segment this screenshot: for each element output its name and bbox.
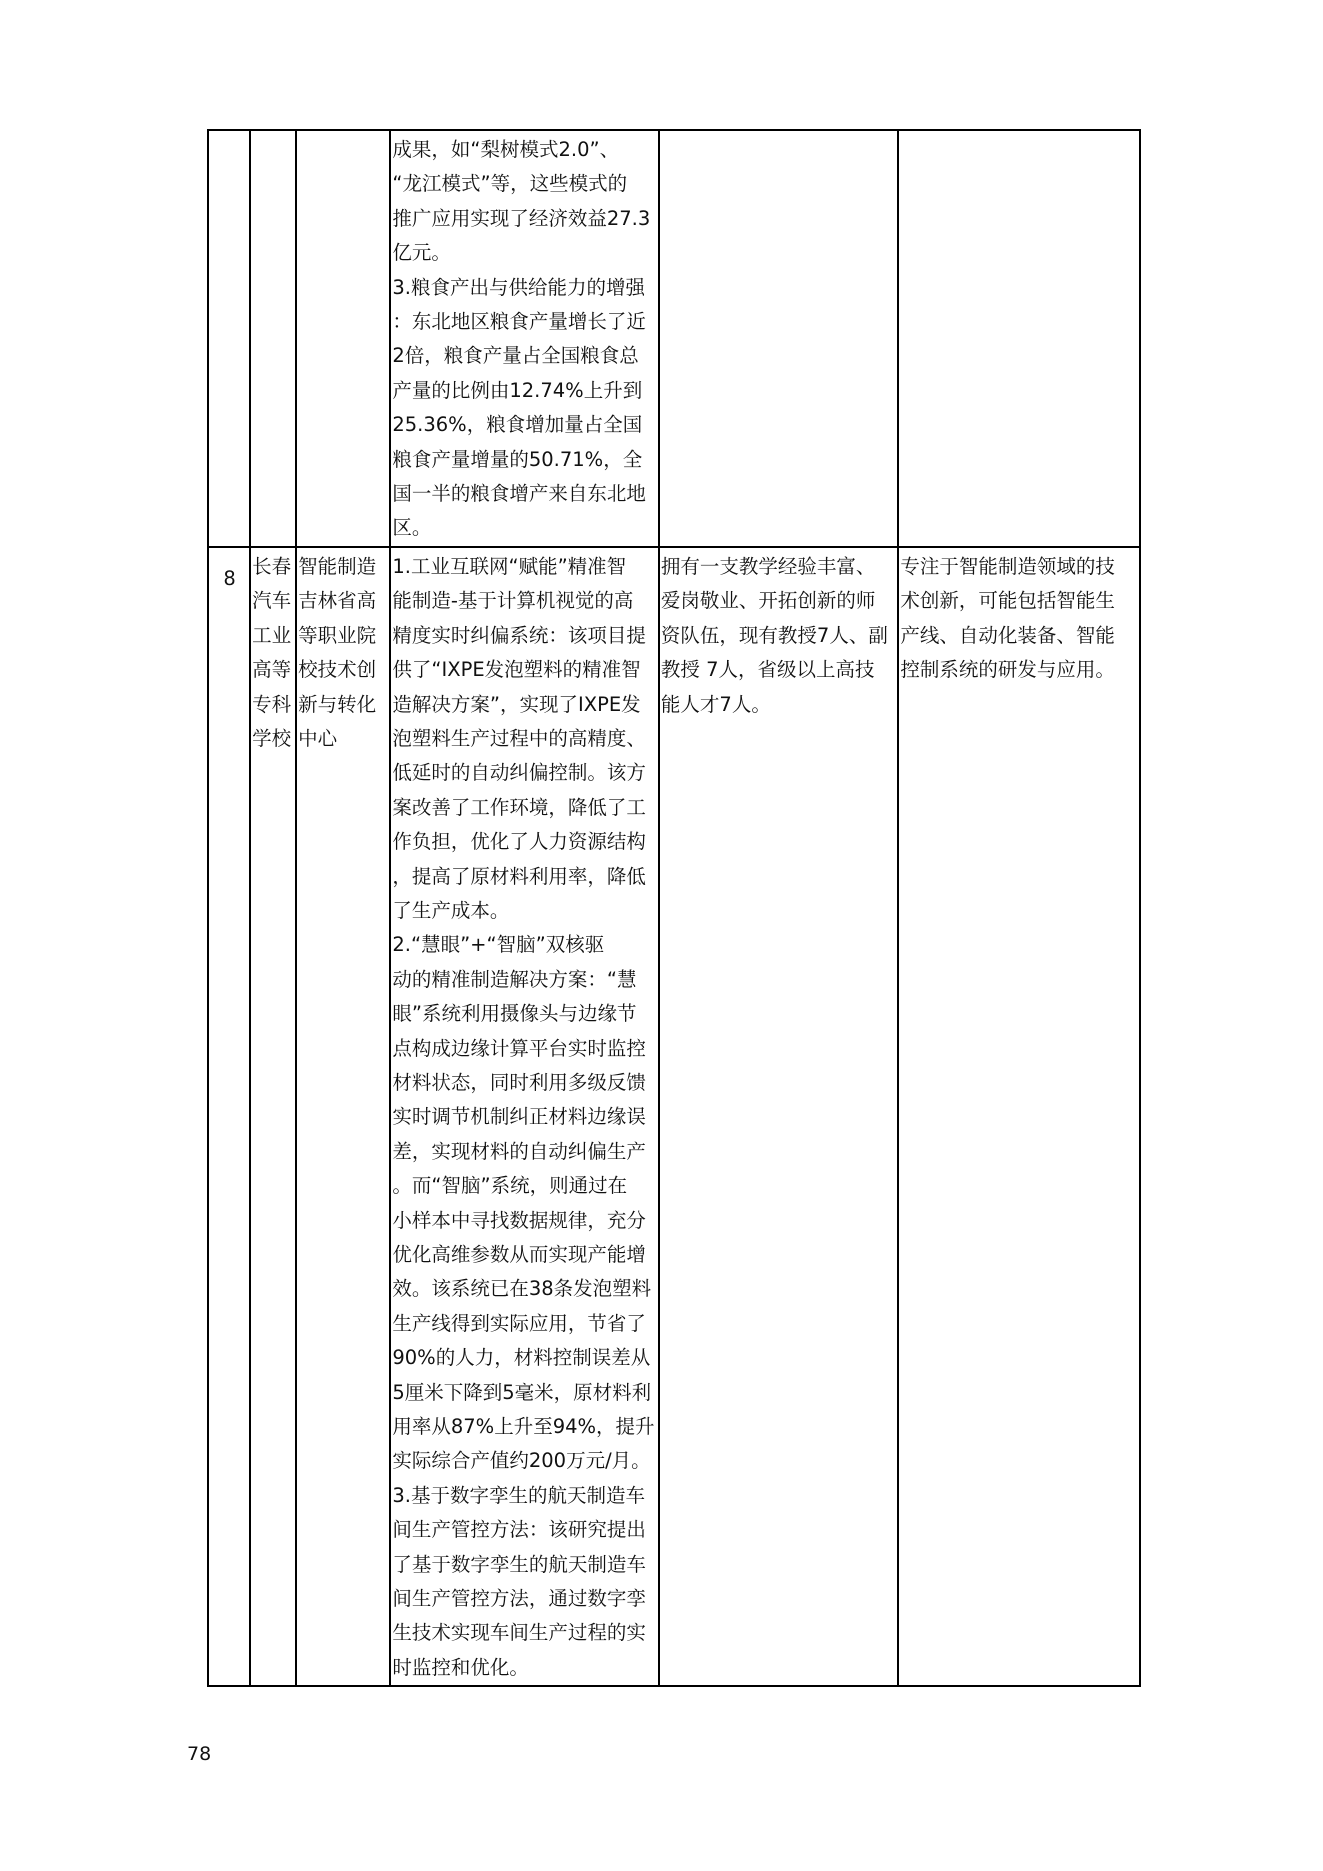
cell-achievements: 1.工业互联网“赋能”精准智 能制造-基于计算机视觉的高 精度实时纠偏系统：该项目提 供了“IXPE发泡塑料的精准智 造解决方案”，实现了IXPE发 泡塑料生产过程中的高精度、 低延时的自动纠偏控制。该方 案改善了工作环境，降低了工 作负担，优化了人力资源结构 ，提高了原材料利用率，降低 了生产成本。 2.“慧眼”+“智脑”双核驱 动的精准制造解决方案：“慧 眼”系统利用摄像头与边缘节 点构成边缘计算平台实时监控 材料状态，同时利用多级反馈 实时调节机制纠正材料边缘误 差，实现材料的自动纠偏生产 。而“智脑”系统，则通过在 小样本中寻找数据规律，充分 优化高维参数从而实现产能增 效。该系统已在38条发泡塑料 生产线得到实际应用，节省了 90%的人力，材料控制误差从 5厘米下降到5毫米，原材料利 用率从87%上升至94%，提升 实际综合产值约200万元/月。 3.基于数字孪生的航天制造车 间生产管控方法：该研究提出 了基于数字孪生的航天制造车 间生产管控方法，通过数字孪 生技术实现车间生产过程的实 时监控和优化。 — [390, 547, 659, 1686]
cell-team — [659, 130, 899, 547]
data-table — [207, 129, 1141, 1687]
cell-direction — [898, 130, 1140, 547]
cell-number — [208, 130, 250, 547]
cell-achievements: 成果，如“梨树模式2.0”、 “龙江模式”等，这些模式的 推广应用实现了经济效益27.3 亿元。 3.粮食产出与供给能力的增强 ：东北地区粮食产量增长了近 2倍，粮食产量占全国粮食总 产量的比例由12.74%上升到 25.36%，粮食增加量占全国 粮食产量增量的50.71%，全 国一半的粮食增产来自东北地 区。 — [390, 130, 659, 547]
cell-direction: 专注于智能制造领域的技 术创新，可能包括智能生 产线、自动化装备、智能 控制系统的研发与应用。 — [898, 547, 1140, 1686]
cell-team: 拥有一支教学经验丰富、 爱岗敬业、开拓创新的师 资队伍，现有教授7人、副 教授 7人，省级以上高技 能人才7人。 — [659, 547, 899, 1686]
cell-school: 长春 汽车 工业 高等 专科 学校 — [250, 547, 296, 1686]
cell-platform: 智能制造 吉林省高 等职业院 校技术创 新与转化 中心 — [296, 547, 390, 1686]
table-row — [208, 130, 1140, 547]
page-number: 78 — [187, 1743, 212, 1765]
table-row — [208, 547, 1140, 1686]
cell-platform — [296, 130, 390, 547]
cell-school — [250, 130, 296, 547]
cell-number: 8 — [208, 547, 250, 1686]
